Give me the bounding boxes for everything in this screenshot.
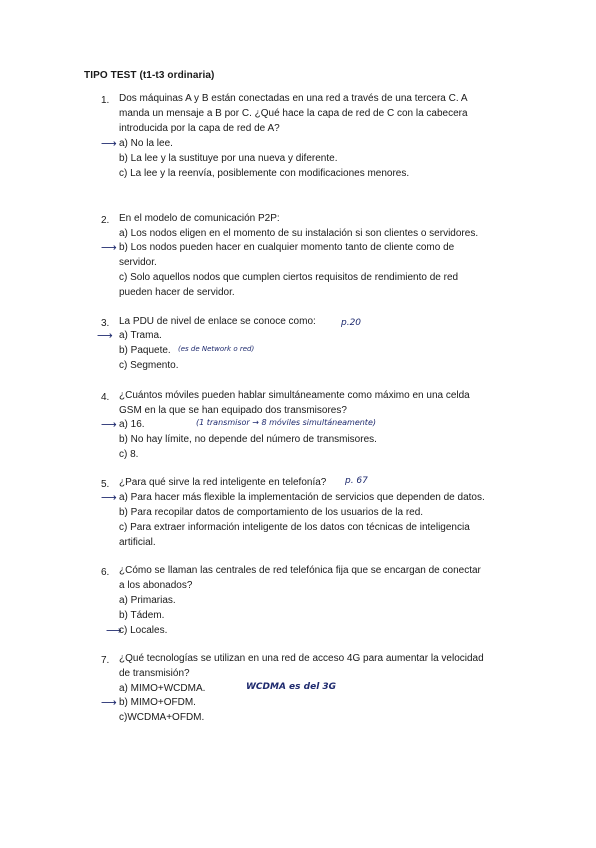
option-a: a) No la lee. — [119, 138, 173, 149]
option-c: c) Solo aquellos nodos que cumplen ciertos requisitos de rendimiento de red — [119, 272, 459, 283]
question-text: Dos máquinas A y B están conectadas en una red a través de una tercera C. A — [119, 93, 468, 104]
question-text: ¿Qué tecnologías se utilizan en una red de acceso 4G para aumentar la velocidad — [119, 653, 484, 664]
handwritten-note: (es de Network o red) — [178, 345, 255, 353]
question-text: En el modelo de comunicación P2P: — [119, 213, 280, 224]
question-text: introducida por la capa de red de A? — [119, 123, 280, 134]
handwritten-page-note: p. 67 — [345, 476, 368, 486]
answer-arrow-icon: ⟶ — [101, 419, 117, 431]
option-b-cont: servidor. — [119, 257, 157, 268]
option-b: b) Paquete. — [119, 345, 171, 356]
document-title: TIPO TEST (t1-t3 ordinaria) — [84, 70, 215, 81]
option-a: a) 16. — [119, 419, 145, 430]
option-c: c) Locales. — [119, 625, 168, 636]
option-c: c) Para extraer información inteligente de los datos con técnicas de inteligencia — [119, 522, 470, 533]
question-text: ¿Para qué sirve la red inteligente en telefonía? — [119, 477, 327, 488]
question-number: 6. — [101, 567, 110, 578]
answer-arrow-icon: ⟶ — [101, 138, 117, 150]
option-b: b) No hay límite, no depende del número de transmisores. — [119, 434, 377, 445]
option-b: b) La lee y la sustituye por una nueva y diferente. — [119, 153, 338, 164]
question-text: de transmisión? — [119, 668, 190, 679]
option-a: a) MIMO+WCDMA. — [119, 683, 206, 694]
option-a: a) Trama. — [119, 330, 162, 341]
question-number: 3. — [101, 318, 110, 329]
handwritten-page-note: p.20 — [341, 318, 362, 328]
question-text: GSM en la que se han equipado dos transmisores? — [119, 405, 347, 416]
question-number: 1. — [101, 95, 110, 106]
option-c: c) 8. — [119, 449, 139, 460]
option-c: c) La lee y la reenvía, posiblemente con modificaciones menores. — [119, 168, 410, 179]
answer-arrow-icon: ⟶ — [97, 330, 113, 342]
handwritten-note: WCDMA es del 3G — [246, 682, 337, 692]
question-text: ¿Cómo se llaman las centrales de red telefónica fija que se encargan de conectar — [119, 565, 481, 576]
question-number: 2. — [101, 215, 110, 226]
option-c-cont: artificial. — [119, 537, 156, 548]
question-number: 4. — [101, 392, 110, 403]
option-c: c) Segmento. — [119, 360, 179, 371]
question-text: a los abonados? — [119, 580, 193, 591]
question-text: ¿Cuántos móviles pueden hablar simultáneamente como máximo en una celda — [119, 390, 470, 401]
option-a: a) Primarias. — [119, 595, 176, 606]
question-number: 5. — [101, 479, 110, 490]
option-b: b) Los nodos pueden hacer en cualquier momento tanto de cliente como de — [119, 242, 455, 253]
option-a: a) Para hacer más flexible la implementación de servicios que dependen de datos. — [119, 492, 485, 503]
answer-arrow-icon: ⟶ — [101, 697, 117, 709]
question-text: La PDU de nivel de enlace se conoce como: — [119, 316, 316, 327]
option-c: c)WCDMA+OFDM. — [119, 712, 205, 723]
answer-arrow-icon: ⟶ — [101, 242, 117, 254]
option-c-cont: pueden hacer de servidor. — [119, 287, 235, 298]
question-number: 7. — [101, 655, 110, 666]
answer-arrow-icon: ⟶ — [106, 625, 122, 637]
answer-arrow-icon: ⟶ — [101, 492, 117, 504]
option-b: b) MIMO+OFDM. — [119, 697, 196, 708]
handwritten-note: (1 transmisor → 8 móviles simultáneamente) — [196, 418, 376, 427]
option-b: b) Tádem. — [119, 610, 165, 621]
option-a: a) Los nodos eligen en el momento de su instalación si son clientes o servidores. — [119, 228, 479, 239]
question-text: manda un mensaje a B por C. ¿Qué hace la capa de red de C con la cabecera — [119, 108, 468, 119]
option-b: b) Para recopilar datos de comportamiento de los usuarios de la red. — [119, 507, 424, 518]
